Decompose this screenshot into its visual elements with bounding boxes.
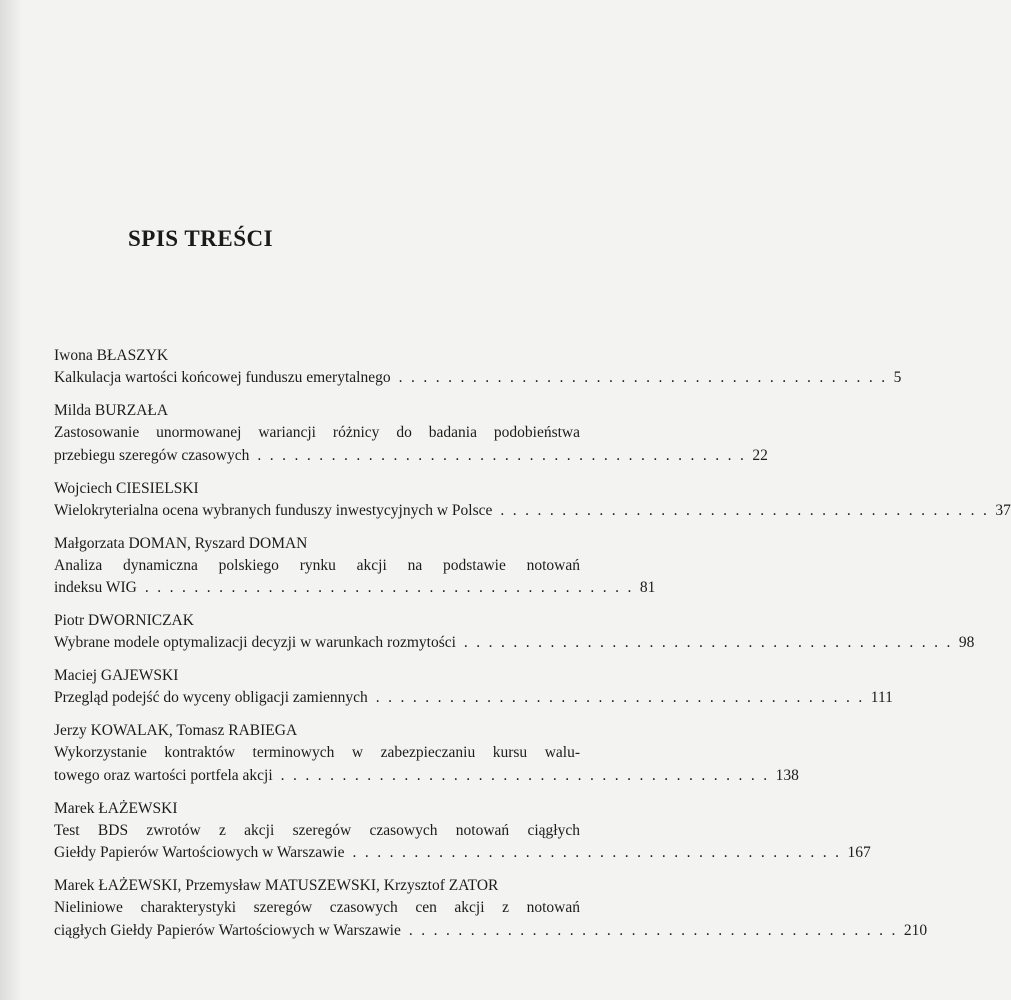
- toc-entry-authors: Milda BURZAŁA: [54, 402, 169, 419]
- toc-entry[interactable]: [54, 665, 893, 710]
- toc-entry-title-line: Nieliniowe charakterystyki szeregów czasowych cen akcji z notowań: [54, 899, 580, 916]
- toc-entry[interactable]: [54, 610, 975, 655]
- toc-entry-authors: Iwona BŁASZYK: [54, 347, 169, 364]
- dot-leader: ........................................: [408, 921, 904, 939]
- table-of-contents: [54, 345, 1011, 953]
- toc-entry-page-number: 138: [775, 766, 799, 784]
- dot-leader: ........................................: [398, 369, 894, 386]
- page-edge-shadow: [0, 0, 22, 1000]
- toc-entry-title-line: Wielokryterialna ocena wybranych funduszy inwestycyjnych w Polsce: [54, 501, 493, 519]
- toc-entry-title-line: Analiza dynamiczna polskiego rynku akcji na podstawie notowań: [54, 556, 580, 574]
- dot-leader: ........................................: [257, 446, 753, 464]
- toc-entry-title-line: Wybrane modele optymalizacji decyzji w warunkach rozmytości: [54, 634, 456, 651]
- dot-leader: ........................................: [500, 501, 996, 519]
- toc-entry-title-line: Przegląd podejść do wyceny obligacji zamiennych: [54, 689, 368, 706]
- toc-entry-page-number: 111: [870, 689, 893, 706]
- toc-entry-title-line: ciągłych Giełdy Papierów Wartościowych w Warszawie: [54, 921, 401, 939]
- dot-leader: ........................................: [352, 844, 848, 861]
- toc-entry[interactable]: [54, 345, 902, 390]
- toc-entry-title-line: Wykorzystanie kontraktów terminowych w zabezpieczaniu kursu walu-: [54, 744, 580, 761]
- toc-entry-title-line: towego oraz wartości portfela akcji: [54, 766, 273, 784]
- toc-entry[interactable]: [54, 798, 871, 865]
- dot-leader: ........................................: [280, 766, 776, 784]
- dot-leader: ........................................: [375, 689, 871, 706]
- toc-entry-authors: Małgorzata DOMAN, Ryszard DOMAN: [54, 534, 308, 552]
- toc-entry[interactable]: [54, 720, 799, 787]
- toc-entry-title-line: Zastosowanie unormowanej wariancji różnicy do badania podobieństwa: [54, 424, 580, 441]
- toc-entry-page-number: 210: [903, 921, 928, 939]
- toc-entry-page-number: 81: [639, 579, 656, 596]
- toc-entry[interactable]: [54, 533, 656, 600]
- toc-entry-title-line: Test BDS zwrotów z akcji szeregów czasowych notowań ciągłych: [54, 821, 580, 839]
- toc-entry[interactable]: [54, 478, 1011, 523]
- toc-entry-title-line: Kalkulacja wartości końcowej funduszu emerytalnego: [54, 369, 391, 386]
- toc-entry-title-line: Giełdy Papierów Wartościowych w Warszawie: [54, 844, 345, 861]
- toc-entry-authors: Piotr DWORNICZAK: [54, 612, 194, 629]
- toc-entry-title-line: przebiegu szeregów czasowych: [54, 446, 250, 464]
- toc-entry-page-number: 22: [752, 446, 768, 464]
- toc-entry[interactable]: [54, 400, 768, 467]
- toc-entry-authors: Marek ŁAŻEWSKI, Przemysław MATUSZEWSKI, Krzysztof ZATOR: [54, 877, 499, 894]
- toc-entry-authors: Maciej GAJEWSKI: [54, 667, 179, 684]
- toc-entry-authors: Wojciech CIESIELSKI: [54, 479, 199, 497]
- toc-entry-page-number: 98: [958, 634, 975, 651]
- toc-entry-title-line: indeksu WIG: [54, 579, 137, 596]
- toc-entry-page-number: 37: [995, 501, 1011, 519]
- dot-leader: ........................................: [463, 634, 959, 651]
- toc-entry-page-number: 5: [893, 369, 902, 386]
- page-title: SPIS TREŚCI: [128, 226, 274, 251]
- dot-leader: ........................................: [144, 579, 640, 596]
- toc-entry-page-number: 167: [847, 844, 871, 861]
- toc-entry-authors: Jerzy KOWALAK, Tomasz RABIEGA: [54, 722, 298, 739]
- toc-entry[interactable]: [54, 875, 928, 942]
- toc-entry-authors: Marek ŁAŻEWSKI: [54, 799, 178, 817]
